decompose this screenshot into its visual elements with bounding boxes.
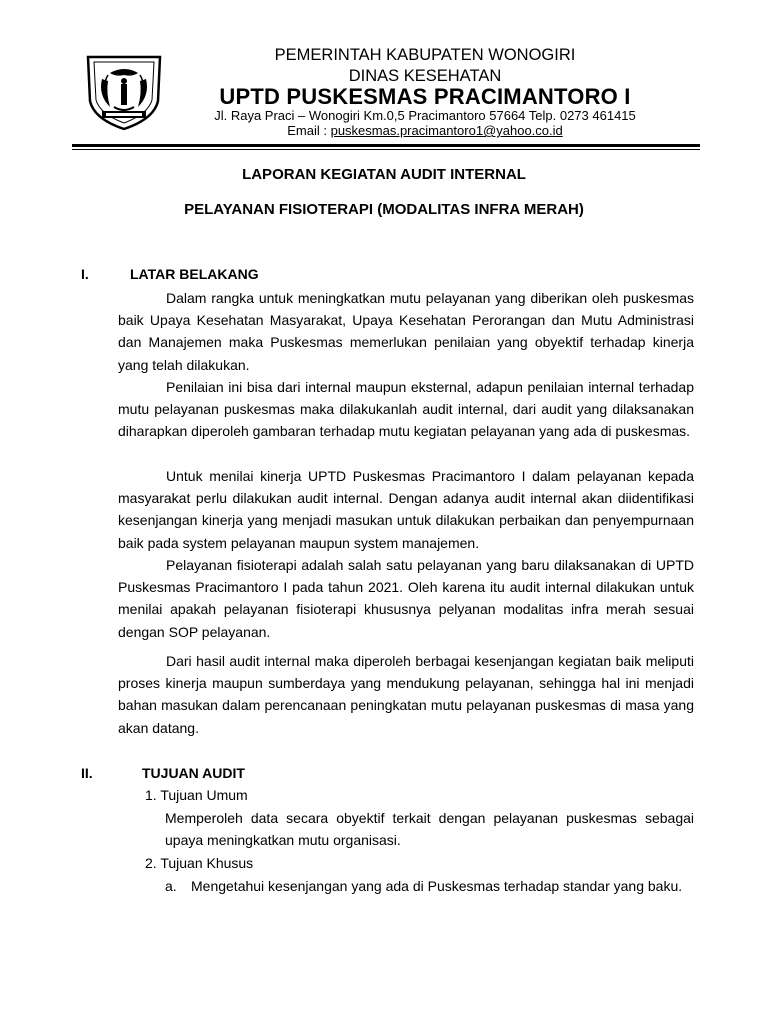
- letterhead-divider-thick: [72, 144, 700, 147]
- report-title: LAPORAN KEGIATAN AUDIT INTERNAL: [242, 166, 526, 183]
- letterhead-government: PEMERINTAH KABUPATEN WONOGIRI: [274, 46, 576, 64]
- objective-general-label: 1. Tujuan Umum: [145, 787, 248, 803]
- wonogiri-regency-emblem-icon: [80, 51, 168, 133]
- letterhead-institution: UPTD PUSKESMAS PRACIMANTORO I: [219, 84, 631, 109]
- letterhead-email-line: [175, 123, 675, 138]
- letterhead-department: DINAS KESEHATAN: [348, 67, 502, 85]
- section-1-paragraph: Pelayanan fisioterapi adalah salah satu pelayanan yang baru dilaksanakan di UPTD Puskesmas Pracimantoro I pada tahun 2021. Oleh karena itu audit internal dilakukan untuk menilai apakah pelayanan fisioterapi khususnya pelyanan modalitas infra merah sesuai dengan SOP pelayanan.: [118, 557, 694, 640]
- section-1-paragraph: Untuk menilai kinerja UPTD Puskesmas Pracimantoro I dalam pelayanan kepada masyarakat perlu dilakukan audit internal. Dengan adanya audit internal akan diidentifikasi kesenjangan kinerja yang menjadi masukan untuk dilakukan perbaikan dan penyempurnaan baik pada system pelayanan maupun system manajemen.: [118, 468, 694, 551]
- email-label: Email :: [287, 123, 331, 138]
- item-letter: a.: [165, 878, 177, 894]
- letterhead-divider-thin: [72, 149, 700, 150]
- section-2-heading: TUJUAN AUDIT: [142, 765, 245, 781]
- objective-specific-label: 2. Tujuan Khusus: [145, 855, 254, 871]
- section-1-paragraph: Penilaian ini bisa dari internal maupun eksternal, adapun penilaian internal terhadap mutu pelayanan puskesmas maka dilakukanlah audit internal, dari audit yang dilaksanakan diharapkan diperoleh gambaran terhadap mutu kegiatan pelayanan yang ada di puskesmas.: [118, 379, 694, 440]
- objective-general-text: Memperoleh data secara obyektif terkait dengan pelayanan puskesmas sebagai upaya meningkatkan mutu organisasi.: [165, 810, 694, 849]
- report-subtitle: PELAYANAN FISIOTERAPI (MODALITAS INFRA MERAH): [184, 201, 584, 218]
- letterhead-address: Jl. Raya Praci – Wonogiri Km.0,5 Pracimantoro 57664 Telp. 0273 461415: [214, 108, 636, 123]
- item-text: Mengetahui kesenjangan yang ada di Puskesmas terhadap standar yang baku.: [191, 878, 683, 894]
- objective-specific-item-a: [165, 875, 694, 897]
- section-1-number: I.: [81, 266, 89, 282]
- section-1-paragraph: Dalam rangka untuk meningkatkan mutu pelayanan yang diberikan oleh puskesmas baik Upaya Kesehatan Masyarakat, Upaya Kesehatan Perorangan dan Mutu Administrasi dan Manajemen maka Puskesmas memerlukan penilaian yang obyektif terhadap kinerja yang telah dilakukan.: [118, 290, 694, 373]
- email-link[interactable]: puskesmas.pracimantoro1@yahoo.co.id: [330, 123, 563, 138]
- section-2-number: II.: [81, 765, 93, 781]
- regency-emblem-logo: [80, 51, 168, 133]
- section-1-heading: LATAR BELAKANG: [130, 266, 259, 282]
- section-1-paragraph: Dari hasil audit internal maka diperoleh berbagai kesenjangan kegiatan baik meliputi proses kinerja maupun sumberdaya yang mendukung pelayanan, sehingga hal ini menjadi bahan masukan dalam perencanaan peningkatan mutu pelayanan puskesmas di masa yang akan datang.: [118, 653, 694, 736]
